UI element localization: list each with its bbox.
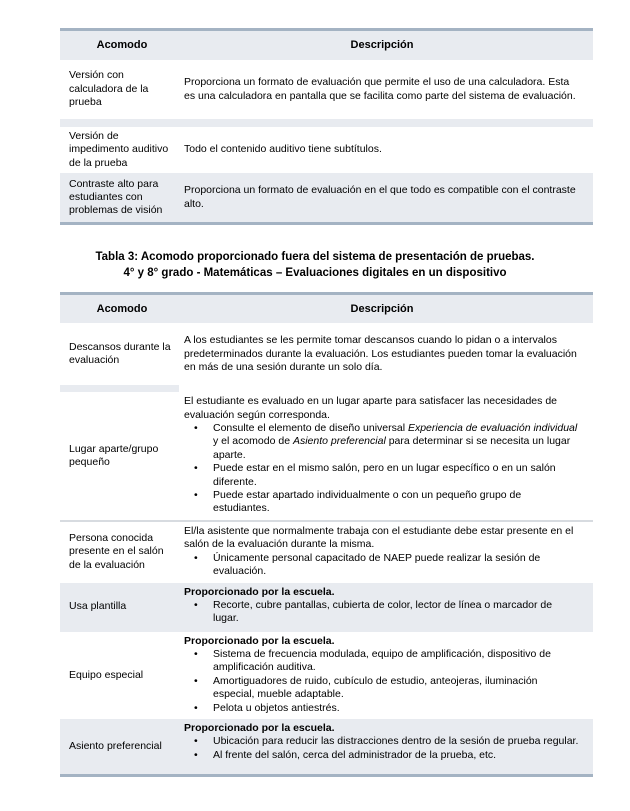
descripcion-intro: El estudiante es evaluado en un lugar aparte para satisfacer las necesidades de evaluación según corresponda. [184, 395, 557, 421]
table-row [60, 719, 593, 774]
table2-header-descripcion: Descripción [350, 302, 414, 315]
descripcion-cell [179, 392, 593, 520]
table-title [0, 249, 630, 281]
acomodo-cell [60, 392, 179, 520]
table1-header-descripcion: Descripción [350, 38, 414, 51]
list-item [184, 735, 580, 748]
bullet-text: Puede estar en el mismo salón, pero en un lugar específico o en un salón diferente. [213, 462, 556, 488]
table-row [60, 323, 593, 385]
table-row [60, 583, 593, 632]
bullet-text-italic: Experiencia de evaluación individual [407, 422, 578, 435]
list-item [184, 648, 580, 675]
bullet-text: Pelota u objetos antiestrés. [213, 701, 340, 714]
list-item [184, 462, 580, 489]
row-spacer-left [60, 385, 179, 392]
table-2 [60, 292, 593, 777]
bullet-text: Únicamente personal capacitado de NAEP puede realizar la sesión de evaluación. [213, 551, 541, 578]
descripcion-cell [179, 632, 593, 719]
acomodo-cell [60, 632, 179, 719]
table-row [60, 632, 593, 719]
list-item [184, 552, 580, 579]
descripcion-cell [179, 583, 593, 632]
acomodo-cell [60, 583, 179, 632]
table-row [60, 392, 593, 520]
descripcion-text: A los estudiantes se les permite tomar descansos cuando lo pidan o a intervalos predeterminados durante la evaluación. Los estudiantes pueden tomar la evaluación en más de una sesión durante un solo día. [184, 334, 577, 373]
bullet-marker: • [194, 674, 198, 687]
table-row [60, 127, 593, 173]
table-title-line-2: 4° y 8° grado - Matemáticas – Evaluaciones digitales en un dispositivo [123, 267, 507, 280]
bullet-marker: • [194, 647, 198, 660]
table2-header-acomodo: Acomodo [96, 302, 148, 315]
descripcion-cell [179, 719, 593, 774]
bullet-marker: • [194, 551, 198, 564]
acomodo-label: Lugar aparte/grupo pequeño [69, 442, 159, 469]
table1-header-acomodo: Acomodo [96, 38, 148, 51]
table2-header-row [60, 295, 593, 323]
row-spacer [60, 119, 593, 127]
table-1 [60, 28, 593, 225]
descripcion-intro-bold: Proporcionado por la escuela. [184, 721, 335, 734]
descripcion-intro-bold: Proporcionado por la escuela. [184, 585, 335, 598]
acomodo-cell [60, 522, 179, 583]
bullet-marker: • [194, 748, 198, 761]
bullet-text: Recorte, cubre pantallas, cubierta de color, lector de línea o marcador de lugar. [213, 598, 553, 625]
bullet-text: Amortiguadores de ruido, cubículo de estudio, anteojeras, iluminación especial, mueble adaptable. [213, 674, 538, 701]
acomodo-cell [60, 323, 179, 385]
bullet-marker: • [194, 701, 198, 714]
bullet-text-italic: Asiento preferencial [292, 435, 386, 448]
acomodo-label: Persona conocida presente en el salón de la evaluación [69, 532, 164, 571]
list-item [184, 489, 580, 516]
descripcion-cell [179, 60, 593, 119]
list-item [184, 422, 580, 462]
bullet-text-segment: y el acomodo de [213, 435, 293, 448]
acomodo-cell [60, 127, 179, 173]
bullet-marker: • [194, 462, 198, 475]
bullet-text-segment: para determinar si se necesita un lugar aparte. [213, 435, 571, 461]
bullet-text: Ubicación para reducir las distracciones dentro de la sesión de prueba regular. [213, 735, 579, 748]
bullet-text: Sistema de frecuencia modulada, equipo de amplificación, dispositivo de amplificación auditiva. [213, 647, 551, 674]
list-item [184, 599, 580, 626]
descripcion-text: Proporciona un formato de evaluación que permite el uso de una calculadora. Esta es una calculadora en pantalla que se facilita como parte del sistema de evaluación. [184, 76, 576, 102]
table1-header-row [60, 31, 593, 60]
table-row [60, 173, 593, 222]
descripcion-cell [179, 522, 593, 583]
bullet-marker: • [194, 422, 198, 435]
acomodo-label: Equipo especial [69, 668, 144, 681]
bullet-list [184, 552, 580, 579]
acomodo-cell [60, 719, 179, 774]
acomodo-label: Asiento preferencial [69, 739, 162, 752]
descripcion-text: Proporciona un formato de evaluación en el que todo es compatible con el contraste alto. [184, 184, 576, 210]
acomodo-label: Usa plantilla [69, 600, 127, 613]
descripcion-intro-bold: Proporcionado por la escuela. [184, 634, 335, 647]
descripcion-text: Todo el contenido auditivo tiene subtítulos. [184, 143, 382, 156]
descripcion-cell [179, 173, 593, 222]
document-page [0, 28, 630, 811]
bullet-marker: • [194, 489, 198, 502]
bullet-text: Al frente del salón, cerca del administrador de la prueba, etc. [213, 748, 497, 761]
descripcion-cell [179, 323, 593, 385]
descripcion-cell [179, 127, 593, 173]
bullet-marker: • [194, 735, 198, 748]
acomodo-label: Contraste alto para estudiantes con problemas de visión [69, 177, 163, 217]
table-row [60, 60, 593, 119]
acomodo-label: Versión con calculadora de la prueba [69, 69, 149, 109]
bullet-list [184, 648, 580, 715]
bullet-text-segment: Consulte el elemento de diseño universal [213, 422, 408, 435]
table-row [60, 522, 593, 583]
acomodo-cell [60, 60, 179, 119]
bullet-list [184, 599, 580, 626]
acomodo-label: Descansos durante la evaluación [69, 340, 171, 367]
bullet-text: Puede estar apartado individualmente o con un pequeño grupo de estudiantes. [213, 489, 522, 515]
list-item [184, 702, 580, 715]
list-item [184, 675, 580, 702]
bullet-text [213, 422, 580, 462]
bullet-list [184, 422, 580, 516]
bullet-list [184, 735, 580, 762]
table-title-line-1: Tabla 3: Acomodo proporcionado fuera del sistema de presentación de pruebas. [95, 251, 535, 264]
descripcion-intro: El/la asistente que normalmente trabaja con el estudiante debe estar presente en el salón de la evaluación durante la misma. [184, 524, 574, 551]
acomodo-cell [60, 173, 179, 222]
bullet-marker: • [194, 598, 198, 611]
row-spacer [60, 385, 593, 392]
list-item [184, 749, 580, 762]
acomodo-label: Versión de impedimento auditivo de la prueba [69, 130, 169, 169]
row-spacer-right [179, 385, 593, 392]
